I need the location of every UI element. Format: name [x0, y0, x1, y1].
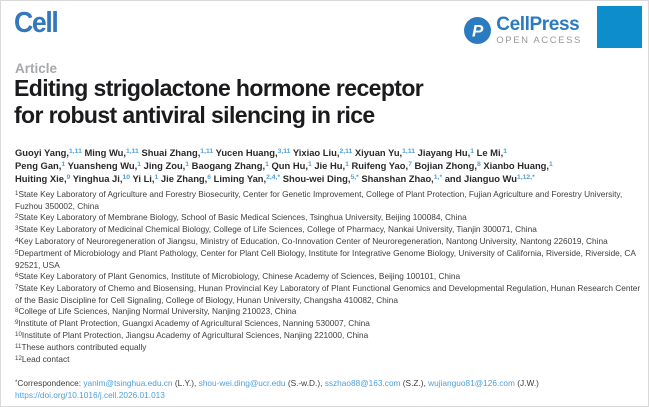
correspondence-line — [15, 378, 645, 390]
author-row — [15, 160, 643, 173]
author-name: Shou-wei Ding, — [282, 173, 351, 184]
author-list — [15, 147, 643, 186]
affiliation-list — [15, 189, 645, 366]
author-name: Jie Zhang, — [160, 173, 208, 184]
affiliation-superscript: 7 — [15, 283, 19, 291]
affiliation-superscript: 5 — [15, 248, 19, 256]
author-name: Le Mi, — [476, 147, 504, 158]
author-superscript: 1 — [345, 161, 349, 168]
cellpress-logo — [464, 15, 582, 46]
affiliation-item: $^4$Key Laboratory of Neuroregeneration of Jiangsu, Ministry of Education, Co-Innovation Center of Neuroregeneration, Nantong University, Nantong 226019, China — [15, 236, 608, 246]
affiliation-item: $^5$Department of Microbiology and Plant Pathology, Center for Plant Cell Biology, Institute for Integrative Genome Biology, University of California, Riverside, Riverside, CA 92521, USA — [15, 248, 636, 270]
author-superscript: 1,* — [433, 174, 443, 181]
correspondence-initials: (S.Z.), — [400, 378, 429, 388]
author-superscript: 1,11 — [200, 148, 214, 155]
cellpress-name: CellPress — [496, 14, 580, 35]
author-name: Ming Wu, — [84, 147, 126, 158]
author-name: Yinghua Ji, — [72, 173, 123, 184]
author-superscript: 7 — [408, 161, 412, 168]
author-name: Bojian Zhong, — [414, 160, 477, 171]
author-name: Ruifeng Yao, — [351, 160, 409, 171]
author-superscript: 3,11 — [277, 148, 291, 155]
author-superscript: 1,11 — [125, 148, 139, 155]
affiliation-superscript: 11 — [15, 342, 22, 350]
cellpress-circle-p-icon — [464, 17, 491, 44]
cellpress-wordmark — [496, 15, 582, 46]
author-name: Xiyuan Yu, — [354, 147, 403, 158]
author-superscript: 1 — [549, 161, 553, 168]
author-superscript: 1 — [470, 148, 475, 155]
affiliation-item: $^8$College of Life Sciences, Nanjing Normal University, Nanjing 210023, China — [15, 306, 297, 316]
author-superscript: 1,12,* — [516, 174, 535, 181]
correspondence-initials: (L.Y.), — [172, 378, 199, 388]
author-name: Yixiao Liu, — [292, 147, 340, 158]
author-superscript: 1 — [307, 161, 312, 168]
doi-row — [15, 390, 165, 401]
affiliation-item: $^1$State Key Laboratory of Agriculture and Forestry Biosecurity, Center for Genetic Improvement, College of Plant Protection, Fujian Agriculture and Forestry University, Fuzhou 350002, China — [15, 189, 623, 211]
author-name: Baogang Zhang, — [191, 160, 266, 171]
author-superscript: 1 — [154, 174, 159, 181]
author-superscript: 1 — [61, 161, 66, 168]
affiliation-superscript: 1 — [15, 189, 19, 197]
doi-link[interactable]: https://doi.org/10.1016/j.cell.2026.01.013 — [15, 390, 165, 400]
affiliation-superscript: 12 — [15, 354, 22, 362]
author-row — [15, 147, 643, 160]
affiliation-superscript: 4 — [15, 236, 19, 244]
affiliation-superscript: 6 — [15, 271, 19, 279]
author-superscript: 1 — [503, 148, 507, 155]
affiliation-superscript: 8 — [15, 306, 19, 314]
affiliation-superscript: 3 — [15, 224, 19, 232]
author-name: Yucen Huang, — [215, 147, 278, 158]
author-superscript: 2,4,* — [266, 174, 281, 181]
author-name: Yi Li, — [132, 173, 155, 184]
affiliation-superscript: 10 — [15, 330, 22, 338]
author-superscript: 1,11 — [402, 148, 416, 155]
affiliation-item: $^3$State Key Laboratory of Medicinal Chemical Biology, College of Life Sciences, College of Pharmacy, Nankai University, Tianjin 300071, China — [15, 224, 537, 234]
affiliation-item: $^{11}$These authors contributed equally — [15, 342, 147, 352]
author-superscript: 1 — [185, 161, 190, 168]
author-superscript: 1 — [265, 161, 269, 168]
open-access-corner-mark — [597, 6, 642, 48]
open-access-label: OPEN ACCESS — [496, 35, 582, 46]
author-name: Xianbo Huang, — [483, 160, 549, 171]
correspondence-initials: (J.W.) — [514, 378, 539, 388]
author-name: Jing Zou, — [143, 160, 186, 171]
affiliation-item: $^{12}$Lead contact — [15, 354, 70, 364]
author-name: Jiayang Hu, — [417, 147, 471, 158]
author-superscript: 10 — [122, 174, 131, 181]
author-superscript: 1 — [137, 161, 141, 168]
affiliation-item: $^9$Institute of Plant Protection, Guangxi Academy of Agricultural Sciences, Nanning 530007, China — [15, 318, 370, 328]
author-superscript: 8 — [476, 161, 481, 168]
correspondence-marker: * — [15, 378, 18, 386]
author-superscript: 6 — [207, 174, 212, 181]
article-type-label: Article — [15, 61, 58, 76]
author-name: Jie Hu, — [314, 160, 346, 171]
affiliation-item: $^6$State Key Laboratory of Plant Genomics, Institute of Microbiology, Chinese Academy of Sciences, Beijing 100101, China — [15, 271, 461, 281]
svg-text:P: P — [472, 21, 484, 41]
article-title — [14, 75, 423, 129]
correspondence-email-link[interactable]: yanlm@tsinghua.edu.cn — [83, 378, 173, 388]
correspondence-email-link[interactable]: wujianguo81@126.com — [428, 378, 515, 388]
affiliation-superscript: 2 — [15, 212, 19, 220]
correspondence-email-link[interactable]: shou-wei.ding@ucr.edu — [198, 378, 286, 388]
author-name: Shanshan Zhao, — [361, 173, 434, 184]
author-name: Shuai Zhang, — [141, 147, 201, 158]
correspondence-email-link[interactable]: sszhao88@163.com — [324, 378, 401, 388]
article-title-line1: Editing strigolactone hormone receptor — [14, 75, 424, 101]
author-name: Peng Gan, — [15, 160, 62, 171]
affiliation-item: $^7$State Key Laboratory of Chemo and Biosensing, Hunan Provincial Key Laboratory of Plant Functional Genomics and Developmental Regulation, Hunan Research Center of the Basic Discipline for Cell Signaling, College of Biology, Hunan University, Changsha 410082, China — [15, 283, 641, 305]
author-name: Qun Hu, — [271, 160, 308, 171]
cell-journal-logo: Cell — [14, 7, 58, 39]
article-title-line2: for robust antiviral silencing in rice — [14, 102, 375, 128]
author-name: Liming Yan, — [213, 173, 267, 184]
author-name: Yuansheng Wu, — [67, 160, 138, 171]
correspondence-label: Correspondence: — [17, 378, 84, 388]
author-superscript: 2,11 — [339, 148, 353, 155]
author-superscript: 9 — [66, 174, 71, 181]
author-row — [15, 173, 643, 186]
affiliation-superscript: 9 — [15, 318, 19, 326]
author-name: and Jianguo Wu — [444, 173, 517, 184]
affiliation-item: $^2$State Key Laboratory of Membrane Biology, School of Basic Medical Sciences, Tsinghua University, Beijing 100084, China — [15, 212, 467, 222]
author-name: Huiting Xie, — [15, 173, 67, 184]
affiliation-item: $^{10}$Institute of Plant Protection, Jiangsu Academy of Agricultural Sciences, Nanjing 221000, China — [15, 330, 369, 340]
author-superscript: 5,* — [350, 174, 359, 181]
correspondence-initials: (S.-w.D.), — [285, 378, 325, 388]
author-name: Guoyi Yang, — [15, 147, 70, 158]
author-superscript: 1,11 — [69, 148, 82, 155]
